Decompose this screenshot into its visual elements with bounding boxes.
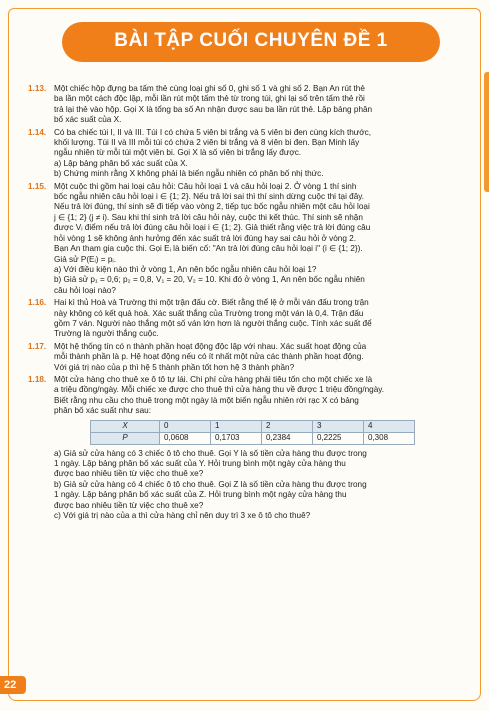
text-line: phân bố xác suất như sau: xyxy=(54,406,151,416)
text-line: 1 ngày. Lập bảng phân bố xác suất của Y. Hỏi trung bình một ngày cửa hàng thu xyxy=(54,459,346,468)
text-line: a triệu đồng/ngày. Mỗi chiếc xe được cho thuê thì cửa hàng thu về được 1 triệu đồng/ngày. xyxy=(54,385,385,395)
sub-question: c) Với giá trị nào của a thì cửa hàng chỉ nên duy trì 3 xe ô tô cho thuê? xyxy=(54,511,311,521)
table-cell: 2 xyxy=(262,420,313,432)
text-line: này không có kết quả hoà. Xác suất thắng của Trường trong một ván là 0,4. Trận đấu xyxy=(54,308,364,318)
exercise-1-13 xyxy=(28,84,459,126)
text-line: hỏi vòng 1 sẽ không ảnh hưởng đến xác suất trả lời đúng hay sai câu hỏi ở vòng 2. xyxy=(54,233,356,243)
text-line: Bạn An tham gia cuộc thi. Gọi Eᵢ là biến cố: "An trả lời đúng câu hỏi loại i" (i ∈ {1; 2}). xyxy=(54,244,363,254)
text-line: Một chiếc hộp đựng ba tấm thẻ cùng loại ghi số 0, ghi số 1 và ghi số 2. Bạn An rút thẻ xyxy=(54,84,365,93)
probability-table xyxy=(90,420,415,445)
text-line: Một cửa hàng cho thuê xe ô tô tự lái. Chi phí cửa hàng phải tiêu tốn cho một chiếc xe là xyxy=(54,374,373,384)
text-line: trả lại thẻ vào hộp. Gọi X là tổng ba số An nhận được sau ba lần rút thẻ. Lập bảng phân xyxy=(54,104,373,114)
text-line: Nếu trả lời đúng, thí sinh sẽ đi tiếp vào vòng 2, tiếp tục bốc ngẫu nhiên một câu hỏi loại xyxy=(54,202,370,212)
table-cell: X xyxy=(91,420,160,432)
page-title: BÀI TẬP CUỐI CHUYÊN ĐỀ 1 xyxy=(114,30,388,51)
exercise-1-18 xyxy=(28,375,459,521)
table-cell: 0 xyxy=(160,420,211,432)
text-line: ba lần một cách độc lập, mỗi lần rút một tấm thẻ từ trong túi, ghi lại số trên tấm thẻ rồi xyxy=(54,94,365,104)
text-line: được bao nhiêu tiền từ việc cho thuê xe? xyxy=(54,469,204,479)
exercise-1-17 xyxy=(28,342,459,373)
sub-question: a) Giả sử cửa hàng có 3 chiếc ô tô cho thuê. Gọi Y là số tiền cửa hàng thu được trong xyxy=(54,448,367,458)
text-line: ngẫu nhiên từ mỗi túi một viên bi. Gọi X là số viên bi trắng lấy được. xyxy=(54,148,302,158)
exercise-1-14 xyxy=(28,128,459,180)
exercise-list xyxy=(28,84,459,523)
page-number: 22 xyxy=(4,679,17,691)
text-line: Với giá trị nào của p thì hệ 5 thành phần tốt hơn hệ 3 thành phần? xyxy=(54,362,295,372)
text-line: Một hệ thống tín có n thành phần hoạt động độc lập với nhau. Xác suất hoạt động của xyxy=(54,341,367,351)
exercise-1-16 xyxy=(28,298,459,340)
text-line: 1 ngày. Lập bảng phân bố xác suất của Z. Hỏi trung bình một ngày cửa hàng thu xyxy=(54,490,347,500)
sub-question: a) Lập bảng phân bố xác suất của X. xyxy=(54,158,188,168)
text-line: Biết rằng nhu cầu cho thuê trong một ngày là một biến ngẫu nhiên rời rạc X có bảng xyxy=(54,395,359,405)
text-line: khối lượng. Túi II và III mỗi túi có chứa 2 viên bi trắng và 8 viên bi đen. Bạn Minh lấy xyxy=(54,138,360,148)
text-line: bố xác suất của X. xyxy=(54,115,122,125)
table-cell: 0,308 xyxy=(364,432,415,444)
text-line: gồm 7 ván. Người nào thắng một số ván lớn hơn là người thắng cuộc. Tính xác suất để xyxy=(54,318,372,328)
exercise-number: 1.13. xyxy=(28,84,47,93)
text-line: Hai kì thủ Hoà và Trường thi một trận đấu cờ. Biết rằng thể lệ ở mỗi ván đấu trong trận xyxy=(54,298,369,308)
exercise-1-15 xyxy=(28,182,459,296)
text-line: được bao nhiêu tiền từ việc cho thuê xe? xyxy=(54,500,204,510)
table-cell: 0,2225 xyxy=(313,432,364,444)
exercise-number: 1.14. xyxy=(28,127,47,137)
exercise-number: 1.17. xyxy=(28,341,47,351)
table-row xyxy=(91,432,415,444)
table-cell: 4 xyxy=(364,420,415,432)
exercise-number: 1.16. xyxy=(28,298,47,308)
table-cell: 3 xyxy=(313,420,364,432)
exercise-number: 1.18. xyxy=(28,374,47,384)
edge-tab xyxy=(484,72,489,192)
sub-question: b) Giả sử p₁ = 0,6; p₂ = 0,8, V₁ = 20, V₂ = 10. Khi đó ở vòng 1, An nên bốc ngẫu nhiên xyxy=(54,275,365,285)
text-line: mỗi thành phần là p. Hệ hoạt động nếu có ít nhất một nửa các thành phần hoạt động. xyxy=(54,352,364,362)
table-cell: 0,0608 xyxy=(160,432,211,444)
text-line: Trường là người thắng cuộc. xyxy=(54,329,159,339)
text-line: Có ba chiếc túi I, II và III. Túi I có chứa 5 viên bi trắng và 5 viên bi đen cùng kích thước, xyxy=(54,127,372,137)
sub-question: b) Giả sử cửa hàng có 4 chiếc ô tô cho thuê. Gọi Z là số tiền cửa hàng thu được trong xyxy=(54,479,367,489)
text-line: được Vᵢ điểm nếu trả lời đúng câu hỏi loại i ∈ {1; 2}. Giả thiết rằng việc trả lời đúng câu xyxy=(54,223,371,233)
table-row xyxy=(91,420,415,432)
sub-question: b) Chứng minh rằng X không phải là biến ngẫu nhiên có phân bố nhị thức. xyxy=(54,169,324,179)
text-line: bốc ngẫu nhiên câu hỏi loại i ∈ {1; 2}. Nếu trả lời sai thì thí sinh dừng cuộc thi tại đây. xyxy=(54,192,365,202)
table-cell: 1 xyxy=(211,420,262,432)
sub-question: câu hỏi loại nào? xyxy=(54,285,116,295)
exercise-number: 1.15. xyxy=(28,181,47,191)
table-cell: P xyxy=(91,432,160,444)
table-cell: 0,2384 xyxy=(262,432,313,444)
text-line: j ∈ {1; 2} (j ≠ i). Sau khi thí sinh trả lời câu hỏi này, cuộc thi kết thúc. Thí sinh sẽ nhận xyxy=(54,212,363,222)
title-banner xyxy=(62,22,440,62)
table-cell: 0,1703 xyxy=(211,432,262,444)
sub-question: a) Với điều kiện nào thì ở vòng 1, An nên bốc ngẫu nhiên câu hỏi loại 1? xyxy=(54,264,317,274)
text-line: Giả sử P(Eᵢ) = pᵢ. xyxy=(54,254,116,264)
text-line: Một cuộc thi gồm hai loại câu hỏi: Câu hỏi loại 1 và câu hỏi loại 2. Ở vòng 1 thí sinh xyxy=(54,181,357,191)
